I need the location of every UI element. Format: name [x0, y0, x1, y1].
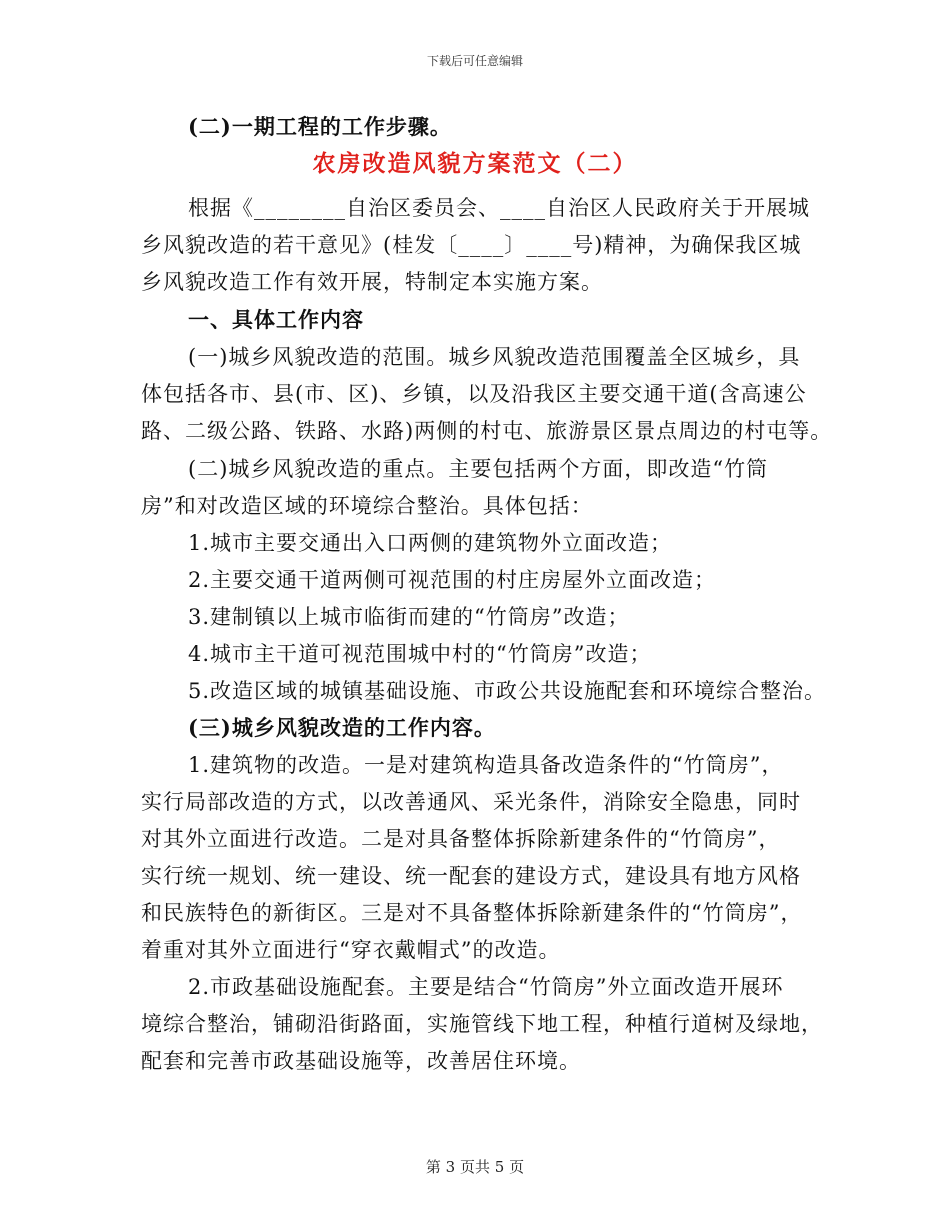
paragraph-line: 和民族特色的新街区。三是对不具备整体拆除新建条件的“竹筒房”， [141, 901, 803, 925]
paragraph-line: 体包括各市、县(市、区)、乡镇，以及沿我区主要交通干道(含高速公 [141, 382, 807, 406]
paragraph-line: 1.建筑物的改造。一是对建筑构造具备改造条件的“竹筒房”， [188, 753, 784, 777]
page-header: 下载后可任意编辑 [426, 54, 523, 68]
list-item: 3.建制镇以上城市临街而建的“竹筒房”改造； [188, 605, 630, 629]
paragraph-line: 境综合整治，铺砌沿街路面，实施管线下地工程，种植行道树及绿地， [141, 1012, 823, 1036]
section-heading: 一、具体工作内容 [188, 307, 364, 332]
list-item: 5.改造区域的城镇基础设施、市政公共设施配套和环境综合整治。 [188, 679, 827, 703]
section-heading: (二)一期工程的工作步骤。 [188, 114, 452, 139]
paragraph-line: 着重对其外立面进行“穿衣戴帽式”的改造。 [141, 938, 561, 962]
paragraph-line: 实行局部改造的方式，以改善通风、采光条件，消除安全隐患，同时 [141, 790, 801, 814]
section-heading: (三)城乡风貌改造的工作内容。 [188, 715, 496, 740]
paragraph-line: 2.市政基础设施配套。主要是结合“竹筒房”外立面改造开展环 [188, 975, 784, 999]
list-item: 1.城市主要交通出入口两侧的建筑物外立面改造； [188, 531, 673, 555]
page-footer: 第 3 页共 5 页 [425, 1158, 525, 1176]
list-item: 4.城市主干道可视范围城中村的“竹筒房”改造； [188, 642, 652, 666]
paragraph-line: 实行统一规划、统一建设、统一配套的建设方式，建设具有地方风格 [141, 864, 801, 888]
paragraph-line: 根据《________自治区委员会、____自治区人民政府关于开展城 [188, 196, 810, 220]
paragraph-line: 配套和完善市政基础设施等，改善居住环境。 [141, 1049, 581, 1073]
paragraph-line: (二)城乡风貌改造的重点。主要包括两个方面，即改造“竹筒 [188, 457, 769, 481]
paragraph-line: 乡风貌改造的若干意见》(桂发〔____〕____号)精神，为确保我区城 [141, 233, 802, 257]
paragraph-line: 对其外立面进行改造。二是对具备整体拆除新建条件的“竹筒房”， [141, 827, 781, 851]
paragraph-line: 乡风貌改造工作有效开展，特制定本实施方案。 [141, 270, 603, 294]
paragraph-line: 房”和对改造区域的环境综合整治。具体包括： [141, 494, 593, 518]
paragraph-line: 路、二级公路、铁路、水路)两侧的村屯、旅游景区景点周边的村屯等。 [141, 419, 833, 443]
list-item: 2.主要交通干道两侧可视范围的村庄房屋外立面改造； [188, 568, 717, 592]
document-title: 农房改造风貌方案范文（二） [312, 150, 638, 177]
paragraph-line: (一)城乡风貌改造的范围。城乡风貌改造范围覆盖全区城乡，具 [188, 345, 801, 369]
